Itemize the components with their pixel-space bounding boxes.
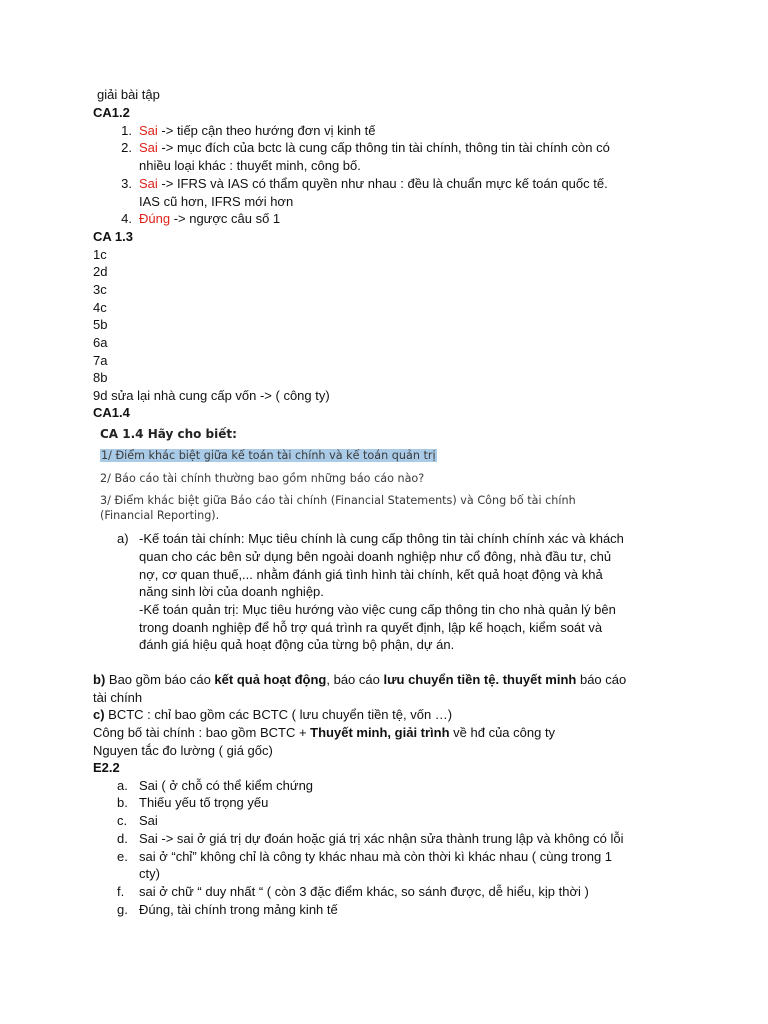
- heading-ca14: CA1.4: [93, 405, 130, 420]
- answer-text: trong doanh nghiệp để hỗ trợ quá trình ra quyết định, lập kế hoạch, kiểm soát và: [139, 620, 603, 635]
- image-question-3-continued: (Financial Reporting).: [100, 509, 220, 522]
- answer-text: Công bố tài chính : bao gồm BCTC +: [93, 725, 311, 740]
- bold-text: kết quả hoạt động: [214, 672, 327, 687]
- item-text: -> IFRS và IAS có thẩm quyền như nhau : đều là chuẩn mực kế toán quốc tế.: [157, 176, 608, 191]
- bold-text: Thuyết minh, giải trình: [310, 725, 450, 740]
- answer-text: BCTC : chỉ bao gồm các BCTC ( lưu chuyển tiền tệ, vốn …): [104, 707, 453, 722]
- image-question-1: [100, 448, 437, 463]
- answer-text: báo cáo: [576, 672, 627, 687]
- answer-b-continued: tài chính: [93, 690, 143, 705]
- image-question-3: 3/ Điểm khác biệt giữa Báo cáo tài chính (Financial Statements) và Công bố tài chính: [100, 494, 576, 507]
- list-item: Thiếu yếu tố trọng yếu: [139, 795, 269, 810]
- list-item: sai ở “chỉ” không chỉ là công ty khác nhau mà còn thời kì khác nhau ( cùng trong 1: [139, 849, 613, 864]
- answer-c: [93, 706, 452, 723]
- item-letter: b.: [117, 795, 128, 810]
- item-text: -> tiếp cận theo hướng đơn vị kinh tế: [157, 123, 376, 138]
- highlighted-text: 1/ Điểm khác biệt giữa kế toán tài chính và kế toán quản trị: [101, 449, 436, 462]
- item-number: 1.: [121, 123, 132, 138]
- heading-e22: E2.2: [93, 760, 120, 775]
- answer-text: Bao gồm báo cáo: [105, 672, 215, 687]
- verdict-label: Sai: [139, 140, 158, 155]
- answer-line: 9d sửa lại nhà cung cấp vốn -> ( công ty): [93, 388, 330, 403]
- item-text: -> ngược câu số 1: [170, 211, 281, 226]
- item-letter: f.: [117, 884, 125, 899]
- item-number: 3.: [121, 176, 132, 191]
- item-letter: a.: [117, 778, 128, 793]
- intro-line: giải bài tập: [97, 87, 160, 102]
- heading-ca13: CA 1.3: [93, 229, 133, 244]
- item-letter: g.: [117, 902, 128, 917]
- list-item: sai ở chữ “ duy nhất “ ( còn 3 đặc điểm khác, so sánh được, dễ hiểu, kịp thời ): [139, 884, 589, 899]
- financial-disclosure-line: [93, 724, 555, 741]
- item-letter: b): [93, 672, 106, 687]
- item-letter: c.: [117, 813, 128, 828]
- verdict-label: Sai: [139, 176, 158, 191]
- item-number: 4.: [121, 211, 132, 226]
- item-letter: e.: [117, 849, 128, 864]
- answer-line: 1c: [93, 247, 107, 262]
- answer-text: , báo cáo: [326, 672, 384, 687]
- item-text-continued: nhiều loại khác : thuyết minh, công bố.: [139, 158, 361, 173]
- answer-line: 7a: [93, 353, 108, 368]
- answer-text: quan cho các bên sử dụng bên ngoài doanh nghiệp như cổ đông, nhà đầu tư, chủ: [139, 549, 612, 564]
- item-letter: d.: [117, 831, 128, 846]
- item-letter: a): [117, 531, 129, 546]
- answer-line: 4c: [93, 300, 107, 315]
- answer-line: 5b: [93, 317, 108, 332]
- answer-text: về hđ của công ty: [449, 725, 556, 740]
- answer-text: -Kế toán quản trị: Mục tiêu hướng vào việc cung cấp thông tin cho nhà quản lý bên: [139, 602, 616, 617]
- answer-text: -Kế toán tài chính: Mục tiêu chính là cung cấp thông tin tài chính chính xác và khách: [139, 531, 624, 546]
- answer-text: năng sinh lời của doanh nghiệp.: [139, 584, 324, 599]
- image-title: CA 1.4 Hãy cho biết:: [100, 427, 237, 441]
- measurement-principle-line: Nguyen tắc đo lường ( giá gốc): [93, 743, 273, 758]
- answer-line: 2d: [93, 264, 108, 279]
- embedded-question-image: [96, 423, 656, 529]
- item-text-continued: IAS cũ hơn, IFRS mới hơn: [139, 194, 294, 209]
- list-item-continued: cty): [139, 866, 160, 881]
- list-item: Sai ( ở chỗ có thể kiểm chứng: [139, 778, 314, 793]
- item-text: -> mục đích của bctc là cung cấp thông tin tài chính, thông tin tài chính còn có: [157, 140, 610, 155]
- answer-b: [93, 671, 626, 688]
- bold-text: lưu chuyển tiền tệ. thuyết minh: [383, 672, 577, 687]
- answer-text: nợ, cơ quan thuế,... nhằm đánh giá tình hình tài chính, kết quả hoạt động và khả: [139, 567, 603, 582]
- verdict-label: Đúng: [139, 211, 171, 226]
- answer-line: 8b: [93, 370, 108, 385]
- image-question-2: 2/ Báo cáo tài chính thường bao gồm những báo cáo nào?: [100, 472, 425, 485]
- heading-ca12: CA1.2: [93, 105, 130, 120]
- answer-line: 6a: [93, 335, 108, 350]
- list-item: Đúng, tài chính trong mảng kinh tế: [139, 902, 338, 917]
- list-item: Sai: [139, 813, 158, 828]
- item-number: 2.: [121, 140, 132, 155]
- list-item: Sai -> sai ở giá trị dự đoán hoặc giá trị xác nhận sửa thành trung lập và không có lỗi: [139, 831, 624, 846]
- answer-text: đánh giá hiệu quả hoạt động của từng bộ phận, dự án.: [139, 637, 455, 652]
- verdict-label: Sai: [139, 123, 158, 138]
- item-letter: c): [93, 707, 105, 722]
- answer-line: 3c: [93, 282, 107, 297]
